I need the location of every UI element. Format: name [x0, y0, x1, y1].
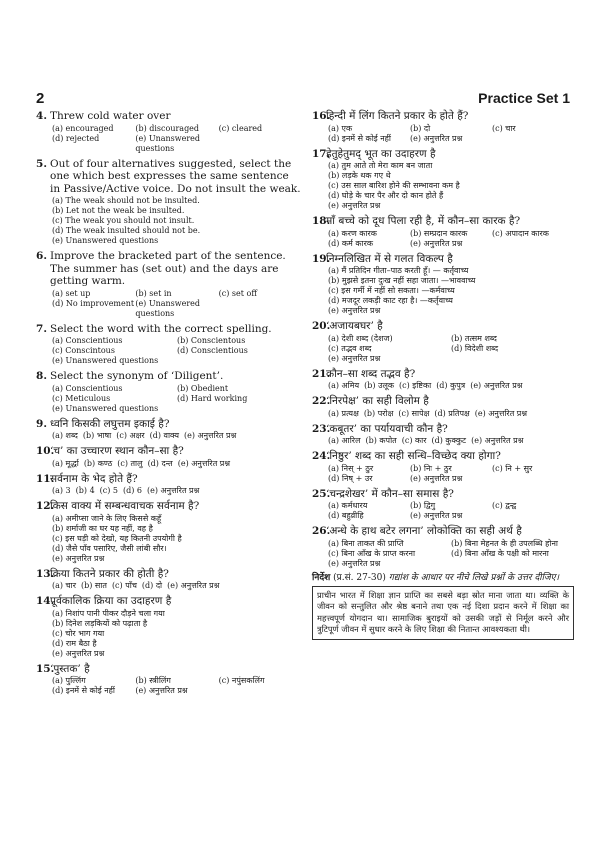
answer-option: (e) अनुत्तरित प्रश्न — [183, 431, 237, 440]
answer-option: (b) सम्प्रदान कारक — [410, 228, 468, 238]
question-number: 6. — [36, 250, 47, 262]
question-stem — [36, 158, 302, 196]
question-text: कौन–सा शब्द तद्भव है? — [326, 367, 416, 380]
answer-option: (d) 6 — [123, 486, 143, 495]
answer-option — [492, 511, 574, 521]
answer-option: (c) Conscintous — [52, 346, 115, 355]
answer-option: (b) स्त्रीलिंग — [135, 676, 171, 685]
answer-option: (d) दो — [141, 581, 163, 590]
question-number: 20. — [312, 320, 331, 332]
question-block — [36, 418, 302, 442]
answer-option: (c) पाँच — [111, 581, 137, 590]
answer-option: (a) मैं प्रतिदिन गीता–पाठ करती हूँ। — कर्तृवाच्य — [328, 266, 469, 275]
answer-option: (d) विदेशी शब्द — [451, 343, 499, 353]
passage: प्राचीन भारत में शिक्षा ज्ञान प्राप्ति का सबसे बड़ा स्रोत माना जाता था। व्यक्ति के जीवन को सन्तुलित और श्रेष्ठ बनाने तथा एक नई दिशा प्रदान करने में शिक्षा का महत्त्वपूर्ण योगदान था। सामाजिक बुराइयों को उसकी जड़ों से निर्मूल करने और त्रुटिपूर्ण जीवन में सुधार करने के लिए शिक्षा की नितान्त आवश्यकता थी। — [312, 586, 574, 640]
question-number: 17. — [312, 147, 331, 160]
question-block — [36, 445, 302, 469]
answer-option: (a) Conscientious — [52, 336, 123, 345]
question-number: 11. — [36, 472, 55, 485]
answer-option: (e) अनुत्तरित प्रश्न — [177, 458, 231, 468]
question-text: पूर्वकालिक क्रिया का उदाहरण है — [50, 595, 172, 607]
answer-option — [451, 354, 574, 364]
question-block — [36, 323, 302, 367]
question-block — [36, 663, 302, 697]
question-text: किस वाक्य में सम्बन्धवाचक सर्वनाम है? — [50, 500, 200, 512]
answer-option: (b) द्विगु — [410, 501, 436, 510]
answer-option: (c) सापेक्ष — [398, 408, 430, 418]
answer-option: (a) चार — [52, 581, 76, 590]
answer-option: (d) कुक्कुट — [431, 436, 467, 445]
answer-option — [492, 239, 574, 249]
answer-option: (b) discouraged — [135, 123, 200, 133]
answer-option: (a) मूर्द्धा — [52, 458, 79, 468]
answer-option: (d) राम बैठा है — [52, 638, 97, 648]
question-stem — [36, 473, 302, 486]
question-stem — [36, 323, 302, 336]
answer-option: (c) अपादान कारक — [492, 228, 549, 238]
option-list — [312, 409, 574, 419]
answer-option: (a) Conscientious — [52, 383, 123, 393]
answer-option: (d) इनमें से कोई नहीं — [52, 686, 115, 695]
answer-option: (e) अनुत्तरित प्रश्न — [167, 581, 220, 590]
question-block — [312, 368, 574, 392]
answer-option: (b) भाषा — [82, 431, 112, 440]
answer-option: (e) अनुत्तरित प्रश्न — [410, 473, 463, 483]
answer-option — [492, 134, 574, 144]
answer-option: (b) लड़के थक गए थे — [328, 171, 391, 180]
question-stem — [36, 110, 302, 123]
answer-option: (a) निस् + ठुर — [328, 463, 374, 473]
answer-option: (a) तुम आते तो मेरा काम बन जाता — [328, 161, 433, 170]
answer-option: (e) अनुत्तरित प्रश्न — [328, 306, 381, 315]
question-text: सर्वनाम के भेद होते हैं? — [50, 472, 138, 485]
answer-option: (e) अनुत्तरित प्रश्न — [410, 511, 463, 520]
answer-option: (c) इस घड़ी को देखो, यह कितनी उपयोगी है — [52, 533, 182, 543]
answer-option: (c) नपुंसकलिंग — [218, 676, 265, 685]
question-stem — [312, 450, 574, 463]
question-block — [312, 488, 574, 522]
question-number: 14. — [36, 595, 55, 607]
answer-option: (b) दो — [410, 123, 431, 133]
answer-option: (a) प्रत्यक्ष — [328, 408, 359, 418]
question-stem — [312, 395, 574, 408]
question-number: 4. — [36, 110, 47, 122]
page-number: 2 — [36, 90, 45, 107]
answer-option: (b) बिना मेहनत के ही उपलब्धि होना — [451, 538, 558, 548]
answer-option: (d) The weak insulted should not be. — [52, 226, 201, 235]
answer-option: (c) अक्षर — [116, 431, 145, 440]
question-block — [36, 250, 302, 319]
answer-option: (b) कण्ठ — [83, 458, 113, 468]
answer-option: (d) वाक्य — [149, 431, 179, 440]
answer-option: (d) दन्त — [147, 458, 173, 468]
answer-option: (e) अनुत्तरित प्रश्न — [328, 558, 381, 568]
answer-option: (e) अनुत्तरित प्रश्न — [470, 381, 523, 390]
answer-option: (b) उलूक — [364, 381, 395, 390]
question-text: क्रिया कितने प्रकार की होती है? — [50, 567, 169, 580]
answer-option: (e) अनुत्तरित प्रश्न — [328, 201, 381, 210]
question-block — [36, 595, 302, 659]
answer-option — [492, 474, 574, 484]
answer-option: (d) कुपुत्र — [436, 381, 466, 390]
question-stem — [312, 320, 574, 333]
question-stem — [36, 370, 302, 383]
answer-option: (d) निष् + उर — [328, 473, 373, 483]
question-number: 18. — [312, 215, 331, 227]
question-number: 15. — [36, 662, 55, 675]
question-text: ‘च’ का उच्चारण स्थान कौन–सा है? — [50, 445, 184, 457]
answer-option: (e) अनुत्तरित प्रश्न — [410, 133, 463, 143]
question-stem — [312, 148, 574, 161]
answer-option: (d) घोड़े के चार पैर और दो कान होते हैं — [328, 191, 444, 200]
answer-option — [219, 299, 302, 319]
option-list — [312, 381, 574, 391]
answer-option: (d) मजदूर लकड़ी काट रहा है। —कर्तृवाच्य — [328, 296, 453, 305]
question-text: माँ बच्चे को दूध पिला रही है, में कौन–सा कारक है? — [326, 215, 521, 227]
answer-option: (c) The weak you should not insult. — [52, 216, 195, 225]
question-stem — [36, 250, 302, 288]
question-stem — [36, 445, 302, 458]
answer-option: (e) अनुत्तरित प्रश्न — [474, 408, 528, 418]
answer-option: (b) निः + ठुर — [410, 463, 452, 473]
question-number: 12. — [36, 500, 55, 512]
answer-option: (b) कपोत — [365, 436, 397, 445]
question-stem — [312, 368, 574, 381]
question-number: 8. — [36, 370, 47, 382]
option-list — [36, 581, 302, 591]
answer-option: (a) करण कारक — [328, 228, 377, 238]
answer-option — [177, 404, 302, 414]
option-list — [36, 431, 302, 441]
question-text: ध्वनि किसकी लघुत्तम इकाई है? — [50, 417, 170, 430]
answer-option: (e) Unanswered questions — [52, 403, 159, 413]
option-list — [36, 609, 302, 659]
answer-option: (e) अनुत्तरित प्रश्न — [410, 238, 463, 248]
question-stem — [312, 488, 574, 501]
answer-option: (d) इनमें से कोई नहीं — [328, 133, 391, 143]
question-number: 19. — [312, 252, 331, 265]
answer-option: (a) बिना ताकत की प्राप्ति — [328, 538, 404, 548]
answer-option: (d) बहुव्रीहि — [328, 511, 364, 520]
answer-option: (c) कार — [401, 436, 427, 445]
question-text: ‘कबूतर’ का पर्यायवाची कौन है? — [326, 422, 448, 435]
answer-option: (a) अमिय — [328, 381, 360, 390]
question-number: 23. — [312, 422, 331, 435]
answer-option: (e) अनुत्तरित प्रश्न — [52, 648, 105, 658]
question-text: Select the word with the correct spelling. — [50, 322, 272, 335]
instruction-range: (प्र.सं. 27-30) — [333, 572, 386, 583]
question-text: ‘चन्द्रशेखर’ में कौन–सा समास है? — [326, 487, 454, 500]
question-number: 9. — [36, 417, 47, 430]
option-list — [312, 124, 574, 144]
answer-option: (b) परोक्ष — [363, 408, 394, 418]
option-list — [312, 334, 574, 364]
answer-option: (a) अमीप्सा जाने के लिए किससे कहूँ — [52, 513, 162, 523]
question-stem — [312, 423, 574, 436]
answer-option: (b) Let not the weak be insulted. — [52, 206, 185, 215]
option-list — [36, 486, 302, 496]
question-stem — [312, 525, 574, 538]
question-block — [312, 110, 574, 144]
option-list — [36, 384, 302, 414]
left-column — [36, 110, 302, 700]
answer-option: (b) शर्माजी का घर यह नहीं, वह है — [52, 523, 153, 533]
answer-option: (a) शब्द — [52, 431, 78, 440]
answer-option: (a) 3 — [52, 486, 71, 495]
question-text: निम्नलिखित में से गलत विकल्प है — [326, 252, 453, 265]
answer-option: (a) एक — [328, 123, 353, 133]
option-list — [312, 501, 574, 521]
question-block — [36, 158, 302, 247]
answer-option: (c) इष्टिका — [399, 381, 432, 390]
question-stem — [36, 418, 302, 431]
answer-option: (c) उस साल बारिश होने की सम्भावना कम है — [328, 181, 460, 190]
question-block — [312, 525, 574, 569]
option-list — [312, 266, 574, 316]
question-text: ‘पुस्तक’ है — [50, 662, 90, 675]
answer-option: (a) The weak should not be insulted. — [52, 196, 200, 205]
question-number: 22. — [312, 395, 331, 407]
option-list — [36, 196, 302, 246]
question-number: 5. — [36, 157, 47, 170]
question-number: 21. — [312, 367, 331, 380]
question-stem — [312, 253, 574, 266]
instruction-label: निर्देश — [312, 572, 331, 583]
option-list — [312, 161, 574, 211]
question-stem — [36, 500, 302, 513]
answer-option: (a) encouraged — [52, 123, 114, 133]
answer-option: (c) इस गर्मी में नहीं सो सकता। —कर्मवाच्य — [328, 286, 455, 295]
answer-option: (b) मुझसे इतना दुःख नहीं सहा जाता। —भाववाच्य — [328, 276, 476, 285]
page-header — [36, 90, 570, 110]
question-number: 10. — [36, 445, 55, 457]
question-text: Threw cold water over — [50, 110, 171, 122]
question-text: ‘निरपेक्ष’ का सही विलोम है — [326, 395, 429, 407]
question-stem — [36, 663, 302, 676]
answer-option: (b) सात — [80, 581, 107, 590]
option-list — [36, 289, 302, 319]
option-list — [312, 539, 574, 569]
question-stem — [36, 568, 302, 581]
answer-option: (c) नि + सुर — [492, 463, 533, 473]
answer-option: (a) देशी शब्द (देशज) — [328, 333, 393, 343]
answer-option: (c) तद्भव शब्द — [328, 343, 372, 353]
option-list — [36, 459, 302, 469]
answer-option: (e) Unanswered questions — [52, 356, 159, 365]
question-block — [36, 370, 302, 414]
option-list — [36, 514, 302, 564]
answer-option: (e) अनुत्तरित प्रश्न — [135, 686, 188, 695]
answer-option: (c) बिना आँख के प्राप्त करना — [328, 548, 416, 558]
answer-option: (c) चार — [492, 123, 516, 133]
answer-option: (b) Conscientous — [177, 336, 246, 345]
right-questions — [312, 110, 574, 569]
answer-option: (a) पुल्लिंग — [52, 676, 86, 685]
answer-option: (d) Conscientious — [177, 346, 248, 355]
answer-option: (c) द्वन्द्व — [492, 501, 517, 510]
instruction — [312, 573, 574, 584]
answer-option: (e) अनुत्तरित प्रश्न — [147, 486, 200, 495]
question-text: ‘अजायबघर’ है — [326, 320, 383, 332]
question-number: 7. — [36, 322, 47, 335]
answer-option: (b) तत्सम शब्द — [451, 333, 497, 343]
answer-option: (c) set off — [218, 288, 258, 298]
question-number: 16. — [312, 110, 331, 122]
answer-option: (e) Unanswered questions — [135, 298, 201, 318]
question-block — [312, 253, 574, 317]
question-stem — [312, 215, 574, 228]
option-list — [312, 229, 574, 249]
answer-option: (d) rejected — [52, 133, 100, 143]
question-block — [312, 395, 574, 419]
answer-option: (e) Unanswered questions — [52, 236, 159, 245]
answer-option — [177, 356, 302, 366]
answer-option: (d) No improvement — [52, 298, 135, 308]
answer-option — [219, 686, 302, 696]
answer-option: (e) Unanswered questions — [135, 133, 201, 153]
answer-option: (d) प्रतिपक्ष — [434, 408, 470, 418]
answer-option: (e) अनुत्तरित प्रश्न — [328, 353, 381, 363]
answer-option: (b) दिनेश लड़कियों को पढ़ाता है — [52, 618, 148, 628]
answer-option: (c) चोर भाग गया — [52, 628, 105, 638]
question-text: Select the synonym of ‘Diligent’. — [50, 370, 224, 382]
question-text: ‘अन्धे के हाथ बटेर लगना’ लोकोक्ति का सही अर्थ है — [326, 525, 522, 537]
question-text: ‘निष्ठुर’ शब्द का सही सन्धि–विच्छेद क्या होगा? — [326, 450, 501, 462]
answer-option — [451, 559, 574, 569]
question-block — [312, 320, 574, 364]
answer-option: (e) अनुत्तरित प्रश्न — [52, 553, 105, 563]
question-block — [312, 148, 574, 212]
right-column — [312, 110, 574, 640]
option-list — [312, 464, 574, 484]
answer-option: (a) निशांप पानी पीकर दौड़ने चला गया — [52, 608, 165, 618]
question-block — [312, 423, 574, 447]
answer-option: (d) कर्म कारक — [328, 238, 374, 248]
question-stem — [312, 110, 574, 123]
answer-option: (c) तालु — [117, 458, 143, 468]
answer-option: (d) Hard working — [177, 393, 248, 403]
answer-option: (a) set up — [52, 288, 91, 298]
question-block — [36, 110, 302, 154]
answer-option: (a) आरिल — [328, 436, 361, 445]
set-title: Practice Set 1 — [478, 90, 570, 106]
answer-option: (b) Obedient — [177, 383, 229, 393]
answer-option: (b) 4 — [75, 486, 95, 495]
answer-option: (c) 5 — [99, 486, 119, 495]
option-list — [36, 124, 302, 154]
answer-option: (c) Meticulous — [52, 393, 111, 403]
answer-option: (d) जैसे पाँव पसारिए, जैसी लांबी सौर। — [52, 543, 167, 553]
instruction-text: गद्यांश के आधार पर नीचे लिखे प्रश्नों के उत्तर दीजिए। — [388, 572, 560, 583]
question-number: 25. — [312, 487, 331, 500]
question-block — [36, 473, 302, 497]
question-stem — [36, 595, 302, 608]
answer-option: (a) कर्मधारय — [328, 501, 368, 510]
option-list — [36, 676, 302, 696]
question-text: Improve the bracketed part of the sentence. The summer has (set out) and the days are getting warm. — [50, 250, 286, 287]
option-list — [36, 336, 302, 366]
question-text: हेतुहेतुमद् भूत का उदाहरण है — [326, 147, 436, 160]
answer-option: (d) बिना आँख के पक्षी को मारना — [451, 548, 549, 558]
question-block — [36, 568, 302, 592]
answer-option: (e) अनुत्तरित प्रश्न — [471, 436, 524, 445]
question-number: 26. — [312, 525, 331, 537]
question-block — [36, 500, 302, 564]
answer-option: (c) cleared — [218, 123, 263, 133]
question-number: 13. — [36, 567, 55, 580]
question-block — [312, 450, 574, 484]
option-list — [312, 436, 574, 446]
question-text: हिन्दी में लिंग कितने प्रकार के होते हैं? — [326, 110, 469, 122]
question-text: Out of four alternatives suggested, select the one which best expresses the same sentence in Passive/Active voice. Do not insult the weak. — [50, 157, 301, 195]
question-block — [312, 215, 574, 249]
answer-option: (b) set in — [135, 288, 172, 298]
question-number: 24. — [312, 450, 331, 462]
